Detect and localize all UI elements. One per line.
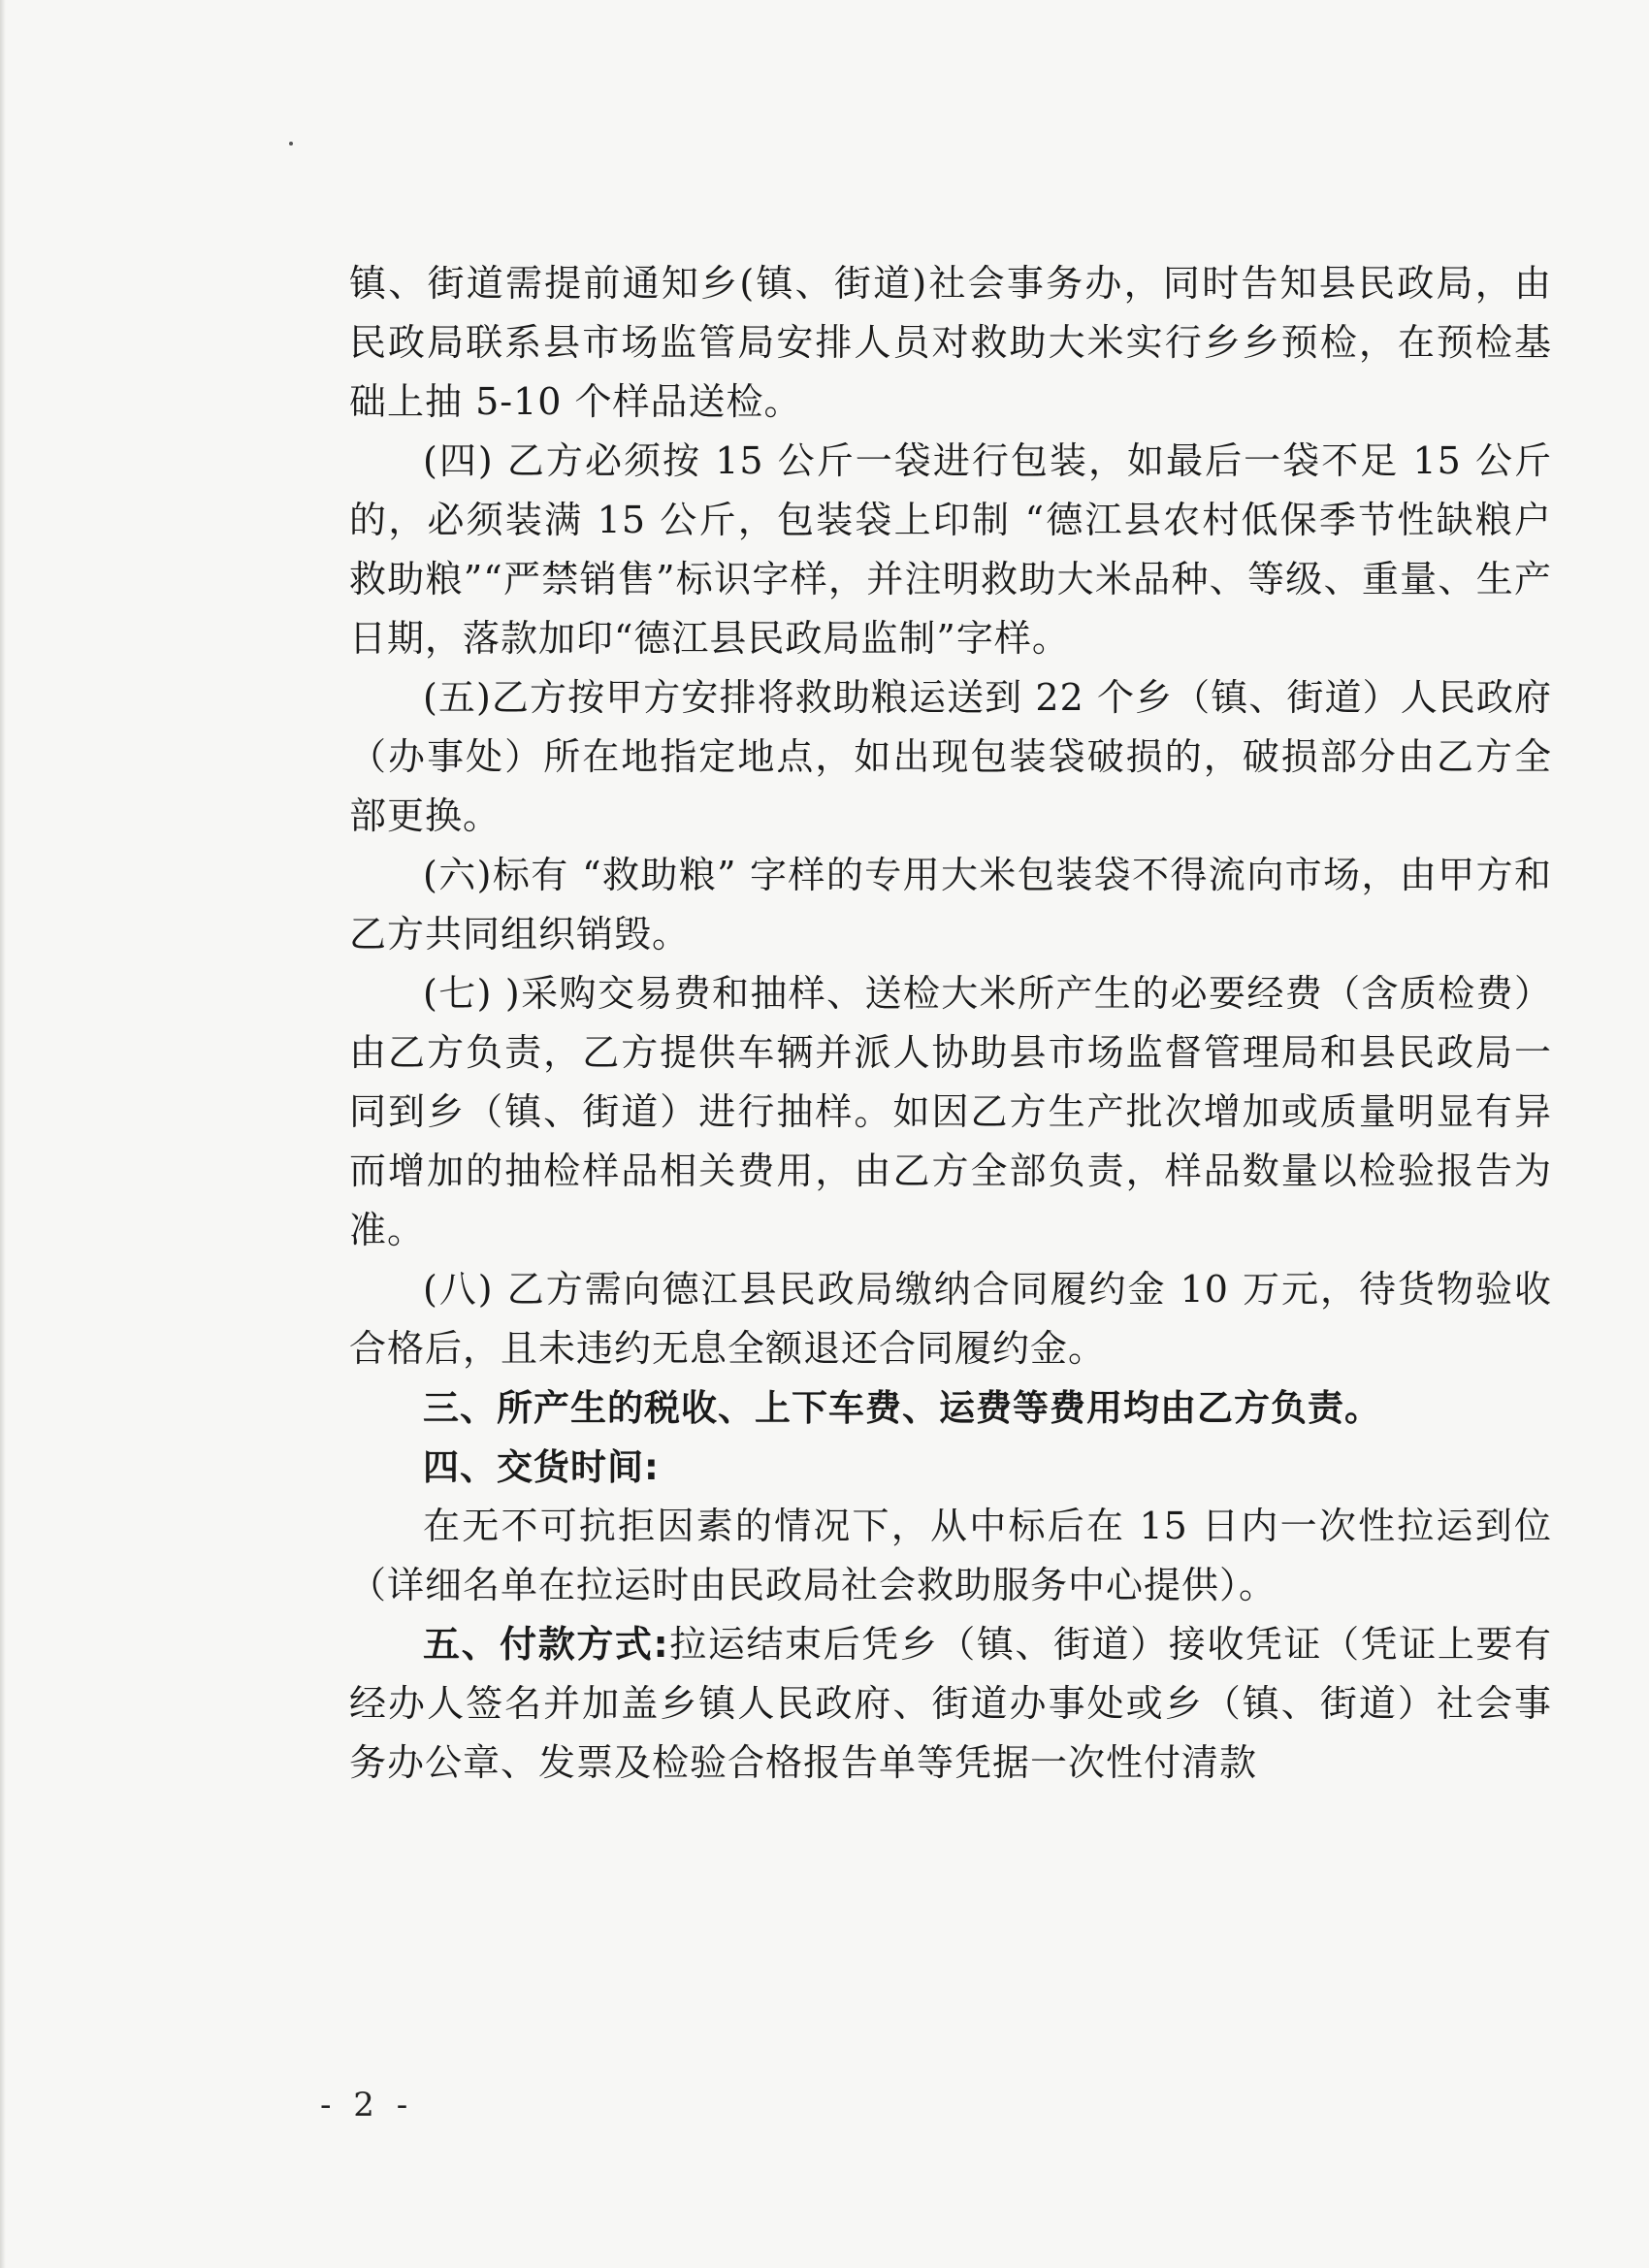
- section-heading-4: 四、交货时间:: [423, 1446, 660, 1488]
- page-number: - 2 -: [320, 2086, 414, 2124]
- paragraph-continuation: 镇、街道需提前通知乡(镇、街道)社会事务办，同时告知县民政局，由民政局联系县市场监管局安排人员对救助大米实行乡乡预检，在预检基础上抽 5-10 个样品送检。: [349, 262, 1552, 423]
- paragraph-item-6: (六)标有 “救助粮” 字样的专用大米包装袋不得流向市场，由甲方和乙方共同组织销毁。: [349, 854, 1552, 956]
- page-edge-shadow: [0, 0, 6, 2268]
- paragraph-delivery-time: 在无不可抗拒因素的情况下，从中标后在 15 日内一次性拉运到位（详细名单在拉运时由民政局社会救助服务中心提供）。: [349, 1505, 1552, 1606]
- paragraph-item-8: (八) 乙方需向德江县民政局缴纳合同履约金 10 万元，待货物验收合格后，且未违约无息全额退还合同履约金。: [349, 1268, 1552, 1370]
- paragraph-item-7: (七) )采购交易费和抽样、送检大米所产生的必要经费（含质检费）由乙方负责，乙方提供车辆并派人协助县市场监督管理局和县民政局一同到乡（镇、街道）进行抽样。如因乙方生产批次增加或质量明显有异而增加的抽检样品相关费用，由乙方全部负责，样品数量以检验报告为准。: [349, 972, 1552, 1251]
- paragraph-item-4: (四) 乙方必须按 15 公斤一袋进行包装，如最后一袋不足 15 公斤的，必须装满 15 公斤，包装袋上印制 “德江县农村低保季节性缺粮户救助粮”“严禁销售”标识字样，并注明救助大米品种、等级、重量、生产日期，落款加印“德江县民政局监制”字样。: [349, 439, 1552, 660]
- section-heading-3: 三、所产生的税收、上下车费、运费等费用均由乙方负责。: [423, 1387, 1381, 1429]
- section-heading-5: 五、付款方式:: [423, 1623, 669, 1666]
- scan-speck: [289, 142, 293, 146]
- paragraph-payment: [349, 1615, 1552, 1793]
- payment-text: 拉运结束后凭乡（镇、街道）接收凭证（凭证上要有经办人签名并加盖乡镇人民政府、街道办事处或乡（镇、街道）社会事务办公章、发票及检验合格报告单等凭据一次性付清款: [349, 1623, 1552, 1784]
- document-body: [349, 254, 1552, 1793]
- paragraph-item-5: (五)乙方按甲方安排将救助粮运送到 22 个乡（镇、街道）人民政府（办事处）所在地指定地点，如出现包装袋破损的，破损部分由乙方全部更换。: [349, 676, 1552, 837]
